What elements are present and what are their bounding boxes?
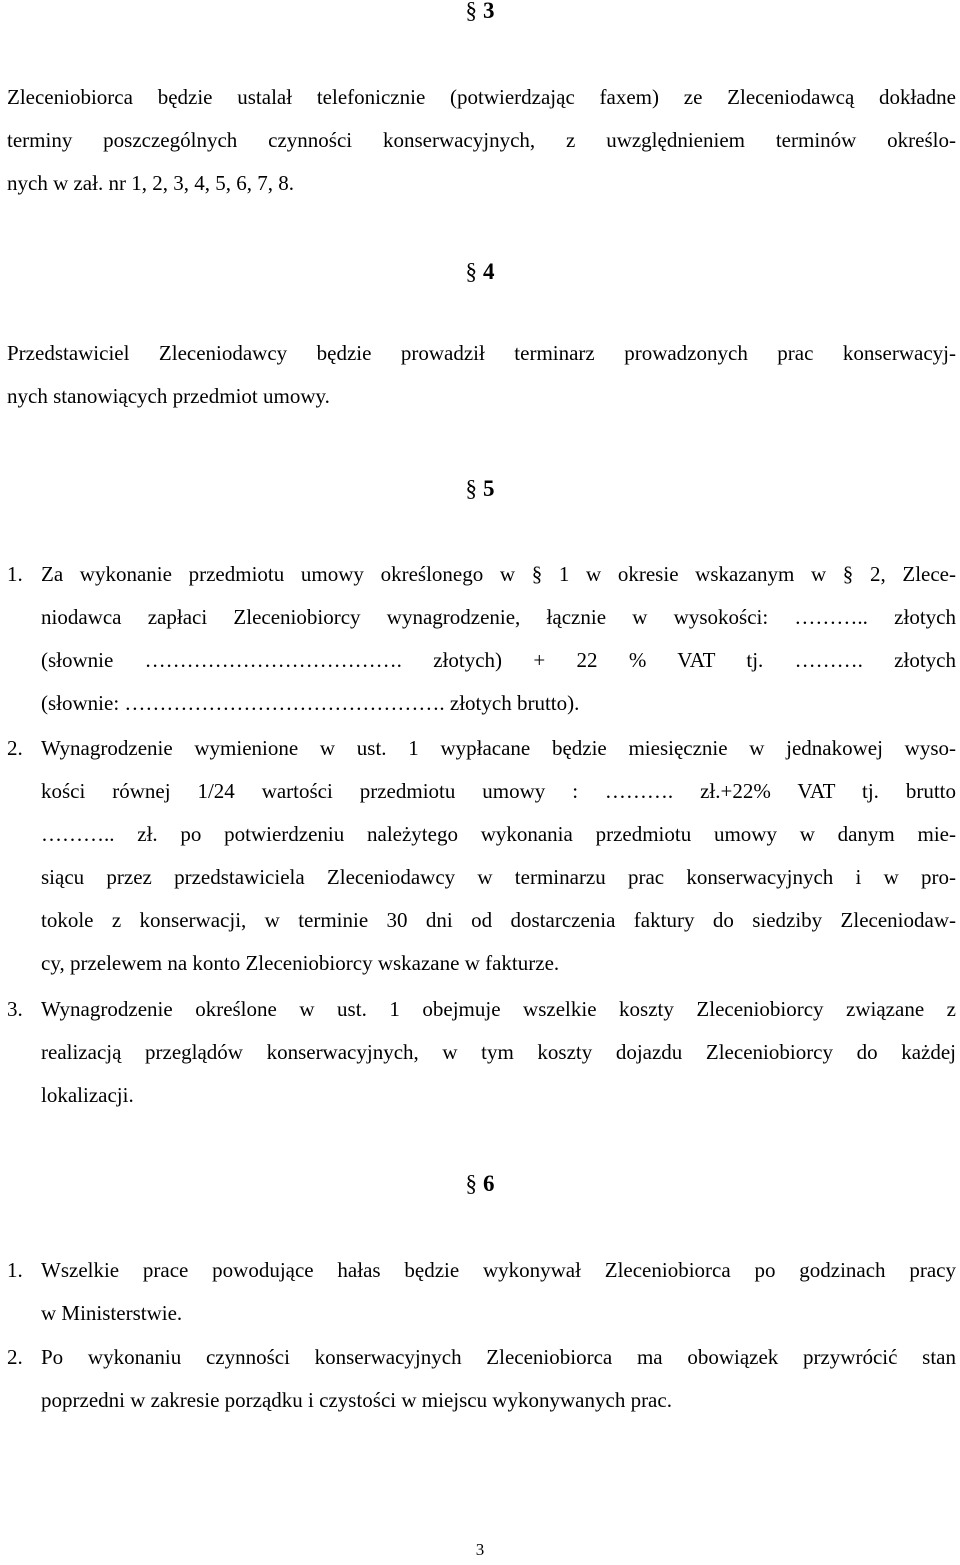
item-line: Wynagrodzenie wymienione w ust. 1 wypłacane będzie miesięcznie w jednakowej wyso-	[41, 736, 956, 760]
section-number: 6	[483, 1171, 495, 1196]
section-number: 4	[483, 259, 495, 284]
item-body	[41, 988, 956, 1117]
item-line: ……….. zł. po potwierdzeniu należytego wykonania przedmiotu umowy w danym mie-	[41, 822, 956, 846]
item-number: 1.	[7, 1258, 23, 1282]
item-line: niodawca zapłaci Zleceniobiorcy wynagrodzenie, łącznie w wysokości: ……….. złotych	[41, 605, 956, 629]
paragraph-line: nych stanowiących przedmiot umowy.	[7, 384, 330, 408]
item-line: Po wykonaniu czynności konserwacyjnych Zleceniobiorca ma obowiązek przywrócić stan	[41, 1345, 956, 1369]
section-sign: §	[465, 476, 477, 501]
paragraph-line: Przedstawiciel Zleceniodawcy będzie prowadził terminarz prowadzonych prac konserwacyj-	[7, 341, 956, 365]
item-line: Wszelkie prace powodujące hałas będzie wykonywał Zleceniobiorca po godzinach pracy	[41, 1258, 956, 1282]
paragraph-line: nych w zał. nr 1, 2, 3, 4, 5, 6, 7, 8.	[7, 171, 294, 195]
section-heading-6	[0, 1169, 960, 1199]
item-line: Za wykonanie przedmiotu umowy określonego w § 1 w okresie wskazanym w § 2, Zlece-	[41, 562, 956, 586]
item-line: realizacją przeglądów konserwacyjnych, w tym koszty dojazdu Zleceniobiorcy do każdej	[41, 1040, 956, 1064]
item-number: 1.	[7, 562, 23, 586]
paragraph-3	[7, 76, 956, 205]
item-line: lokalizacji.	[41, 1083, 134, 1107]
item-number: 3.	[7, 997, 23, 1021]
section-number: 5	[483, 476, 495, 501]
item-body	[41, 727, 956, 985]
section-sign: §	[465, 1171, 477, 1196]
item-line: siącu przez przedstawiciela Zleceniodawcy w terminarzu prac konserwacyjnych i w pro-	[41, 865, 956, 889]
item-line: w Ministerstwie.	[41, 1301, 183, 1325]
section-heading-3	[0, 0, 960, 26]
item-number: 2.	[7, 736, 23, 760]
section-heading-4	[0, 257, 960, 287]
item-line: Wynagrodzenie określone w ust. 1 obejmuje wszelkie koszty Zleceniobiorcy związane z	[41, 997, 956, 1021]
item-body	[41, 1336, 956, 1422]
item-body	[41, 553, 956, 725]
section-sign: §	[465, 259, 477, 284]
section-sign: §	[465, 0, 477, 23]
paragraph-line: Zleceniobiorca będzie ustalał telefonicznie (potwierdzając faxem) ze Zleceniodawcą dokładne	[7, 85, 956, 109]
section-number: 3	[483, 0, 495, 23]
section-heading-5	[0, 474, 960, 504]
page-number: 3	[475, 1540, 485, 1559]
item-line: (słownie ………………………………. złotych) + 22 % VAT tj. ………. złotych	[41, 648, 956, 672]
paragraph-4	[7, 332, 956, 418]
item-line: kości równej 1/24 wartości przedmiotu umowy : ………. zł.+22% VAT tj. brutto	[41, 779, 956, 803]
item-number: 2.	[7, 1345, 23, 1369]
item-line: cy, przelewem na konto Zleceniobiorcy wskazane w fakturze.	[41, 951, 560, 975]
item-line: poprzedni w zakresie porządku i czystości w miejscu wykonywanych prac.	[41, 1388, 672, 1412]
item-line: tokole z konserwacji, w terminie 30 dni od dostarczenia faktury do siedziby Zleceniodaw-	[41, 908, 956, 932]
paragraph-line: terminy poszczególnych czynności konserwacyjnych, z uwzględnieniem terminów określo-	[7, 128, 956, 152]
item-line: (słownie: ………………………………………. złotych brutto).	[41, 691, 580, 715]
item-body	[41, 1249, 956, 1335]
